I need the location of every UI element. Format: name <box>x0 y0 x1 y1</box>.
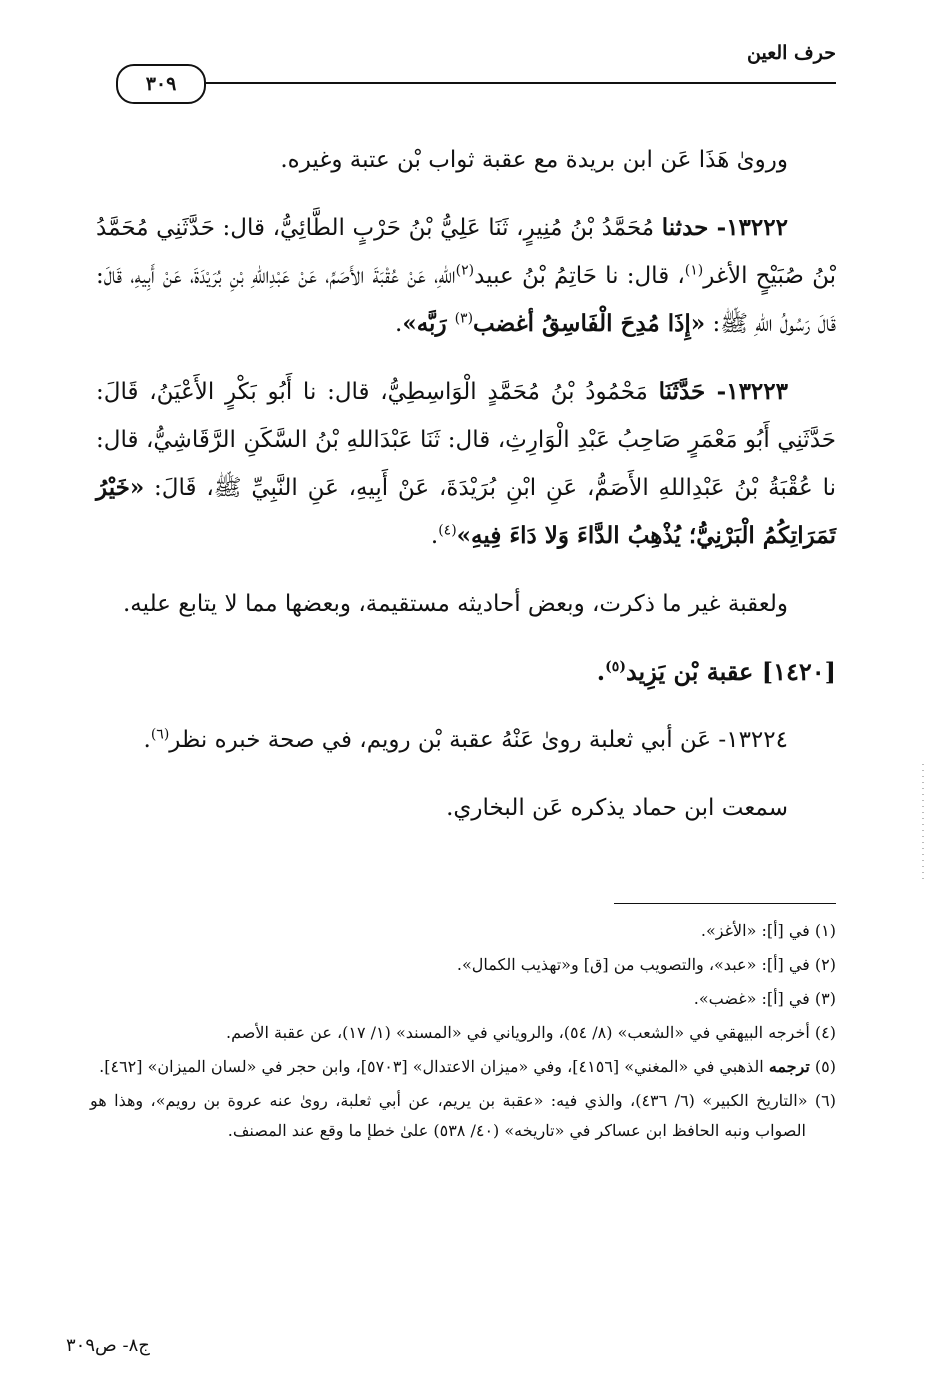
footnotes <box>90 912 836 1146</box>
footnote-rule <box>614 903 836 904</box>
hadith-text: ١٣٢٢٤- عَن أبي ثعلبة روىٰ عَنْهُ عقبة بْن رويم، في صحة خبره نظر <box>169 727 788 753</box>
hadith-13224 <box>96 716 836 764</box>
footnote-ref-2: (٢) <box>455 262 475 279</box>
hadith-matn-a: «إِذَا مُدِحَ الْفَاسِقُ أغضب <box>473 310 706 337</box>
footnote-ref-5: (٥) <box>605 659 626 675</box>
hadith-lead-word: حَدَّثَنَا <box>658 378 706 405</box>
hadith-chain-b: ، قال: نا حَاتِمُ بْنُ عبيد <box>474 263 685 289</box>
footnote-2: (٢) في [أ]: «عبد»، والتصويب من [ق] و«تهذيب الكمال». <box>456 955 836 974</box>
footnote-5-number: (٥) <box>809 1057 836 1076</box>
entry-heading-end: . <box>596 657 606 686</box>
hadith-matn-b: رَبَّه» <box>402 310 455 337</box>
footnote-1: (١) في [أ]: «الأغز». <box>700 921 836 940</box>
footnote-ref-4: (٤) <box>438 522 457 539</box>
main-text <box>96 136 836 832</box>
paragraph-intro: وروىٰ هَذَا عَن ابن بريدة مع عقبة ثواب بْن عتبة وغيره. <box>280 147 788 173</box>
hadith-13222 <box>96 204 836 348</box>
footnote-ref-3: (٣) <box>454 310 474 327</box>
hadith-chain-c: اللهِ، عَنْ عُقْبَةَ الأَصَمِّ، عَنْ عَبْدِاللهِ بْنِ بُرَيْدَةَ، عَنْ أَبِيهِ، قَالَ: قَالَ رَسُولُ اللهِ ﷺ: <box>96 263 836 337</box>
hadith-matn: «خَيْرُ تَمَرَاتِكُمُ الْبَرْنِيُّ؛ يُذْهِبُ الدَّاءَ وَلا دَاءَ فِيهِ» <box>96 474 836 549</box>
hadith-lead-word: حدثنا <box>661 214 709 241</box>
hadith-end: . <box>143 727 151 753</box>
paragraph-commentary: ولعقبة غير ما ذكرت، وبعض أحاديثه مستقيمة، وبعضها مما لا يتابع عليه. <box>122 591 788 617</box>
footnote-3: (٣) في [أ]: «غضب». <box>693 989 836 1008</box>
hadith-chain-a: مُحَمَّدُ بْنُ مُنِيرٍ، ثَنَا عَلِيُّ بْنُ حَرْبٍ الطَّائِيُّ، قال: حَدَّثَنِي مُحَمَّدُ بْنُ صُبَيْحٍ الأغر <box>96 215 837 289</box>
footnote-ref-6: (٦) <box>150 726 170 743</box>
paragraph-closing: سمعت ابن حماد يذكره عَن البخاري. <box>446 795 788 821</box>
hadith-end: . <box>430 523 439 549</box>
hadith-number: ١٣٢٢٢- <box>708 214 788 241</box>
footnote-4: (٤) أخرجه البيهقي في «الشعب» (٨/ ٥٤)، والروياني في «المسند» (١/ ١٧)، عن عقبة الأصم. <box>226 1023 836 1042</box>
footnote-5-lead: ترجمه <box>768 1057 810 1076</box>
footnote-5 <box>90 1052 836 1082</box>
header-rule <box>190 82 836 84</box>
hadith-13223 <box>96 368 836 560</box>
hadith-end: . <box>395 311 403 337</box>
footnote-ref-1: (١) <box>684 262 704 279</box>
running-header-title: حرف العين <box>747 42 836 64</box>
hadith-chain: مَحْمُودُ بْنُ مُحَمَّدٍ الْوَاسِطِيُّ، قال: نا أَبُو بَكْرٍ الأَعْيَنُ، قَالَ: حَدَّثَنِي أَبُو مَعْمَرٍ صَاحِبُ عَبْدِ الْوَارِثِ، قال: ثَنَا عَبْدَاللهِ بْنُ السَّكَنِ الرَّقَاشِيُّ، قال: نا عُقْبَةُ بْنُ عَبْدِاللهِ الأَصَمُّ، عَنِ ابْنِ بُرَيْدَةَ، عَنْ أَبِيهِ، عَنِ النَّبِيِّ ﷺ، قَالَ: <box>96 379 836 501</box>
hadith-number: ١٣٢٢٣- <box>705 378 788 405</box>
margin-scan-marks <box>922 764 924 884</box>
entry-heading-text: [١٤٢٠] عقبة بْن يَزِيد <box>625 657 836 686</box>
footnote-6: (٦) «التاريخ الكبير» (٦/ ٤٣٦)، والذي فيه: «عقبة بن يريم، عن أبي ثعلبة، روىٰ عنه عروة بن رويم»، وهذا هو الصواب ونبه الحافظ ابن عساكر في «تاريخه» (٤٠/ ٥٣٨) علىٰ خطإ ما وقع عند المصنف. <box>90 1091 837 1140</box>
volume-page-footer: ج٨- ص٣٠٩ <box>66 1335 150 1356</box>
page-number-badge: ٣٠٩ <box>116 64 206 104</box>
entry-heading-1420 <box>96 648 836 696</box>
footnote-5-text: الذهبي في «المغني» [٤١٥٦]، وفي «ميزان الاعتدال» [٥٧٠٣]، وابن حجر في «لسان الميزان» [٤٦٢]. <box>99 1057 769 1076</box>
